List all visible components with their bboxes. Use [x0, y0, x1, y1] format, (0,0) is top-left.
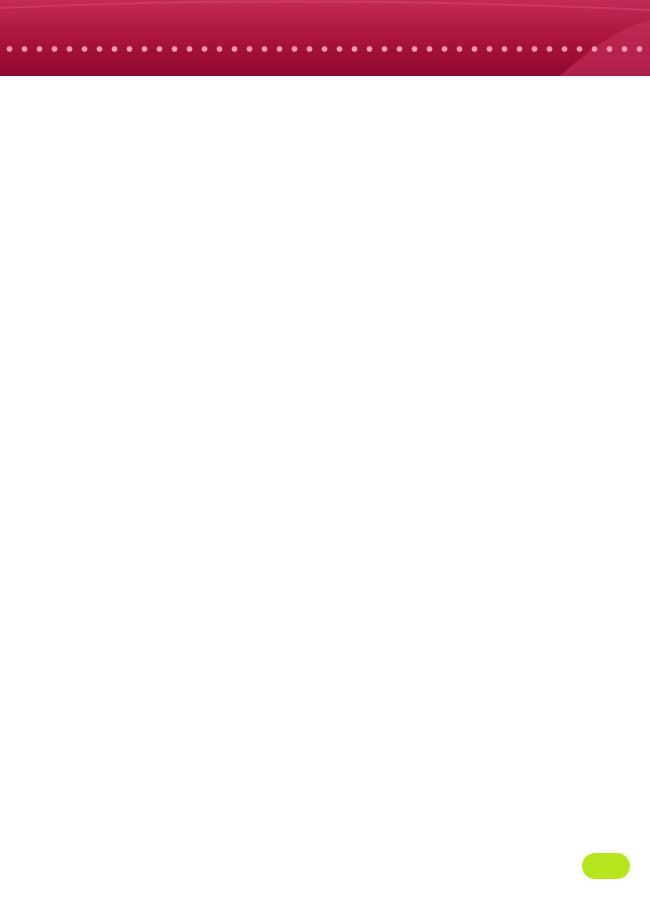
- banner-curve-decoration: [0, 0, 650, 76]
- banner-dots: [0, 45, 650, 53]
- header-banner: [0, 0, 650, 76]
- page-number-badge: [582, 853, 630, 879]
